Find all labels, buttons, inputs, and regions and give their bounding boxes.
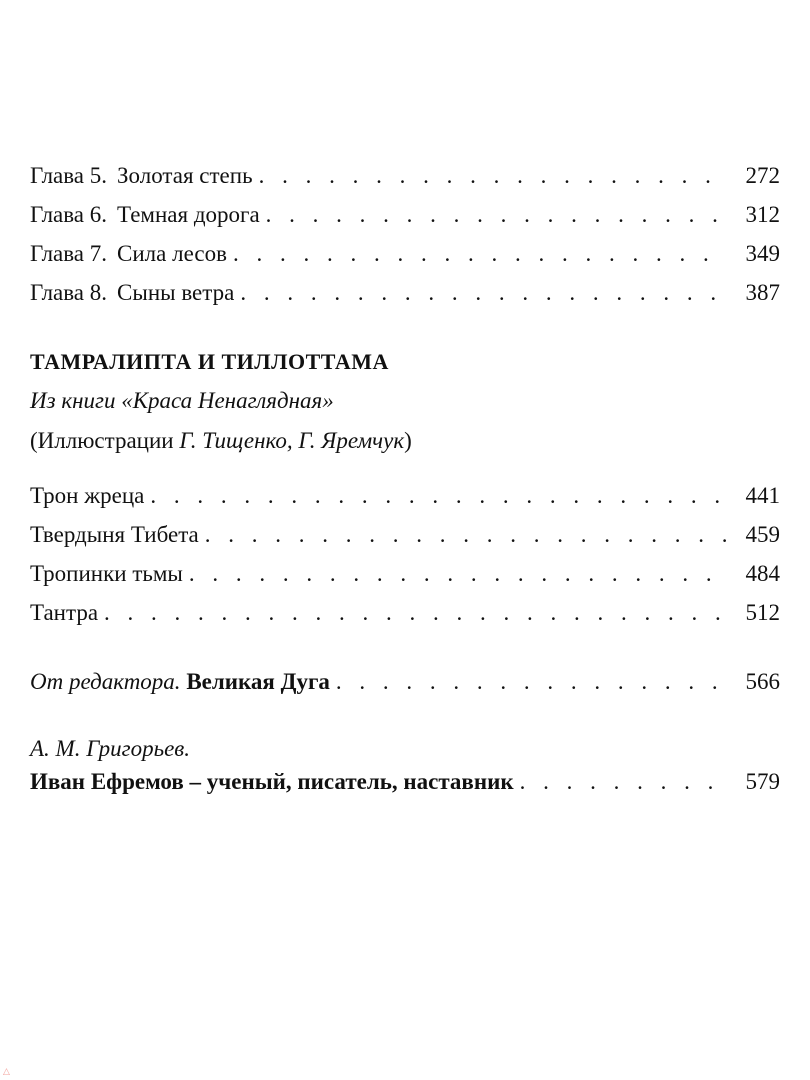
entry-title: Тантра — [30, 600, 99, 625]
page-number: 387 — [745, 280, 780, 305]
entry-title: Твердыня Тибета — [30, 522, 199, 547]
entry-label — [30, 199, 260, 231]
dot-leader — [336, 666, 728, 698]
dot-leader — [240, 277, 728, 309]
page-number: 349 — [745, 241, 780, 266]
page-number: 579 — [745, 769, 780, 794]
toc-entry-chapter-6[interactable] — [30, 199, 780, 231]
page-number: 441 — [745, 483, 780, 508]
toc-entry-editor[interactable] — [30, 666, 780, 698]
page-number: 272 — [745, 163, 780, 188]
entry-label — [30, 277, 234, 309]
chapter-number: Глава 7. — [30, 241, 108, 266]
section-source: Из книги «Краса Ненаглядная» — [30, 388, 334, 413]
dot-leader — [104, 597, 728, 629]
page-number: 484 — [745, 561, 780, 586]
section-title: ТАМРАЛИПТА И ТИЛЛОТТАМА — [30, 349, 389, 374]
entry-label — [30, 160, 253, 192]
entry-label — [30, 666, 330, 698]
illustrators: Г. Тищенко, Г. Яремчук — [179, 428, 405, 453]
toc-entry-tverdynya-tibeta[interactable] — [30, 519, 780, 551]
illustrations-prefix: (Иллюстрации — [30, 428, 180, 453]
dot-leader — [520, 766, 728, 798]
chapter-title: Сыны ветра — [117, 280, 235, 305]
page-number: 312 — [745, 202, 780, 227]
triangle-icon: △ — [3, 1067, 10, 1077]
dot-leader — [259, 160, 728, 192]
toc-entry-chapter-8[interactable] — [30, 277, 780, 309]
entry-title: Тропинки тьмы — [30, 561, 183, 586]
dot-leader — [150, 480, 728, 512]
chapter-number: Глава 5. — [30, 163, 108, 188]
dot-leader — [205, 519, 728, 551]
afterword-title: Иван Ефремов – ученый, писатель, наставник — [30, 769, 514, 794]
toc-entry-chapter-7[interactable] — [30, 238, 780, 270]
entry-title: Трон жреца — [30, 483, 145, 508]
editor-prefix: От редактора. — [30, 669, 181, 694]
page-number: 566 — [745, 669, 780, 694]
dot-leader — [266, 199, 728, 231]
chapter-title: Золотая степь — [117, 163, 253, 188]
illustrations-suffix: ) — [404, 428, 412, 453]
chapter-title: Темная дорога — [117, 202, 260, 227]
toc-entry-tantra[interactable] — [30, 597, 780, 629]
toc-entry-tron-zhretsa[interactable] — [30, 480, 780, 512]
toc-entry-chapter-5[interactable] — [30, 160, 780, 192]
dot-leader — [189, 558, 728, 590]
page-number: 459 — [745, 522, 780, 547]
chapter-number: Глава 8. — [30, 280, 108, 305]
toc-entry-tropinki-tmy[interactable] — [30, 558, 780, 590]
entry-label — [30, 238, 227, 270]
afterword-author: А. М. Григорьев. — [30, 736, 191, 761]
section-illustrations — [30, 425, 412, 457]
toc-entry-afterword[interactable] — [30, 766, 780, 798]
chapter-title: Сила лесов — [117, 241, 227, 266]
chapter-number: Глава 6. — [30, 202, 108, 227]
editor-title: Великая Дуга — [186, 669, 330, 694]
page-number: 512 — [745, 600, 780, 625]
dot-leader — [233, 238, 728, 270]
